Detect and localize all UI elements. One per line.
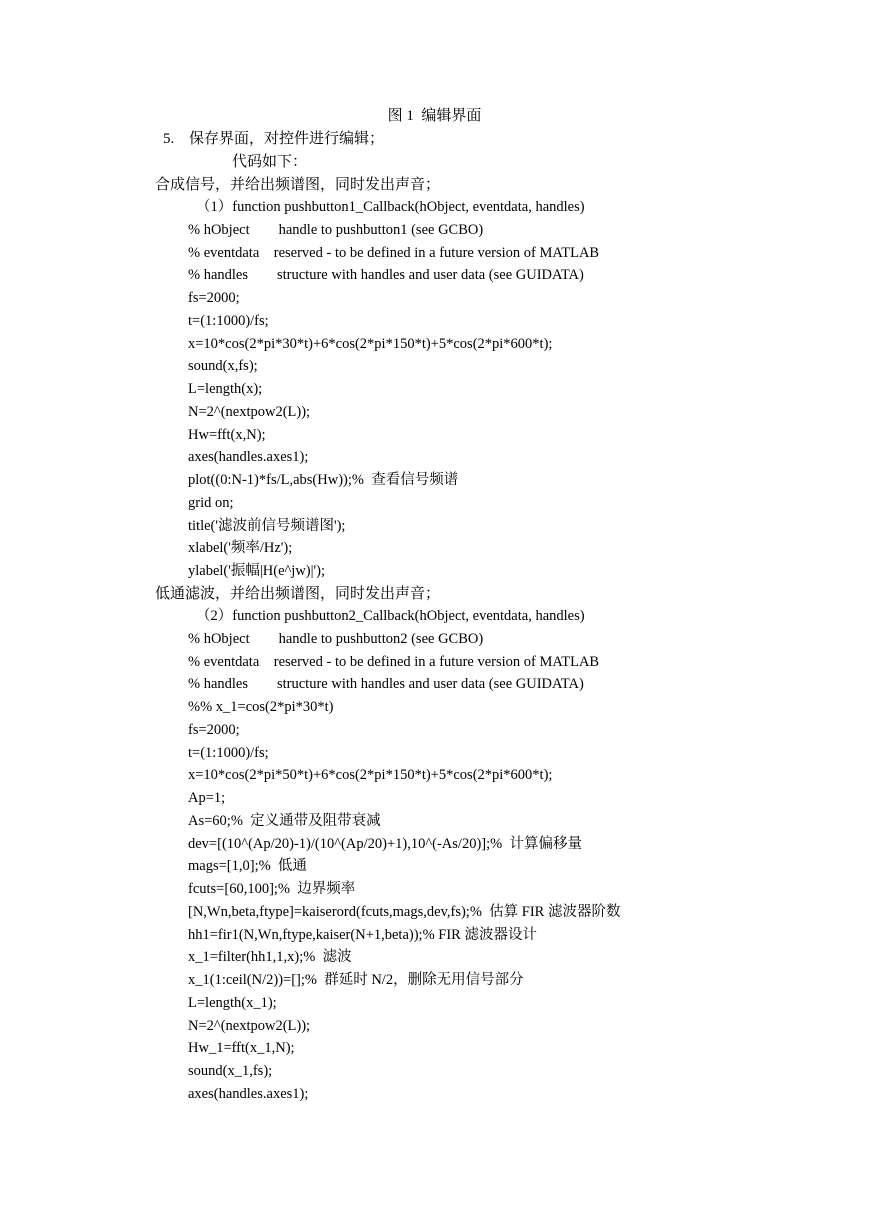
code-line: % hObject handle to pushbutton2 (see GCBO) [188,630,484,647]
code-line: [N,Wn,beta,ftype]=kaiserord(fcuts,mags,dev,fs);% 估算 FIR 滤波器阶数 [188,903,621,920]
step-5-text: 保存界面，对控件进行编辑； [189,131,385,147]
section2-code [188,605,620,1106]
code-line: t=(1:1000)/fs; [188,744,269,761]
code-line: % handles structure with handles and user data (see GUIDATA) [188,267,584,284]
code-line: fs=2000; [188,290,240,306]
code-line: axes(handles.axes1); [188,449,309,466]
code-line: xlabel('频率/Hz'); [188,540,293,557]
code-line: fcuts=[60,100];% 边界频率 [188,881,356,897]
step-5-number: 5. [163,131,175,147]
code-line: fs=2000; [188,721,240,738]
code-line: L=length(x_1); [188,994,277,1011]
code-line: % eventdata reserved - to be defined in a future version of MATLAB [188,244,600,261]
code-line: x=10*cos(2*pi*50*t)+6*cos(2*pi*150*t)+5*cos(2*pi*600*t); [188,767,553,784]
code-intro: 代码如下： [232,154,308,170]
code-line: hh1=fir1(N,Wn,ftype,kaiser(N+1,beta));% FIR 滤波器设计 [188,926,537,943]
code-line: （2）function pushbutton2_Callback(hObject, eventdata, handles) [196,608,585,624]
code-line: plot((0:N-1)*fs/L,abs(Hw));% 查看信号频谱 [188,472,459,488]
code-line: dev=[(10^(Ap/20)-1)/(10^(Ap/20)+1),10^(-As/20)];% 计算偏移量 [188,835,582,852]
step-5 [163,129,384,149]
code-line: x_1=filter(hh1,1,x);% 滤波 [188,949,352,966]
section1-heading: 合成信号，并给出频谱图，同时发出声音； [155,177,441,193]
code-line: ylabel('振幅|H(e^jw)|'); [188,563,326,579]
code-line: Ap=1; [188,790,226,806]
code-line: Hw=fft(x,N); [188,426,266,443]
code-line: mags=[1,0];% 低通 [188,858,307,875]
code-line: title('滤波前信号频谱图'); [188,517,346,534]
code-line: t=(1:1000)/fs; [188,312,269,329]
code-line: % hObject handle to pushbutton1 (see GCBO) [188,221,484,238]
code-line: %% x_1=cos(2*pi*30*t) [188,699,334,715]
code-line: （1）function pushbutton1_Callback(hObject, eventdata, handles) [196,199,585,215]
code-line: sound(x,fs); [188,358,258,375]
code-line: N=2^(nextpow2(L)); [188,1017,311,1034]
code-line: % eventdata reserved - to be defined in a future version of MATLAB [188,653,600,670]
figure-caption: 图 1 编辑界面 [387,108,482,124]
code-line: x_1(1:ceil(N/2))=[];% 群延时 N/2，删除无用信号部分 [188,972,524,988]
section2-heading: 低通滤波，并给出频谱图，同时发出声音； [155,586,441,602]
code-line: sound(x_1,fs); [188,1063,273,1079]
code-line: grid on; [188,494,234,511]
code-line: Hw_1=fft(x_1,N); [188,1040,295,1057]
code-line: L=length(x); [188,381,263,397]
code-line: axes(handles.axes1); [188,1085,309,1102]
code-line: N=2^(nextpow2(L)); [188,403,311,420]
section1-code [188,196,599,583]
code-line: % handles structure with handles and user data (see GUIDATA) [188,676,584,693]
code-line: As=60;% 定义通带及阻带衰减 [188,812,381,829]
code-line: x=10*cos(2*pi*30*t)+6*cos(2*pi*150*t)+5*cos(2*pi*600*t); [188,335,553,352]
